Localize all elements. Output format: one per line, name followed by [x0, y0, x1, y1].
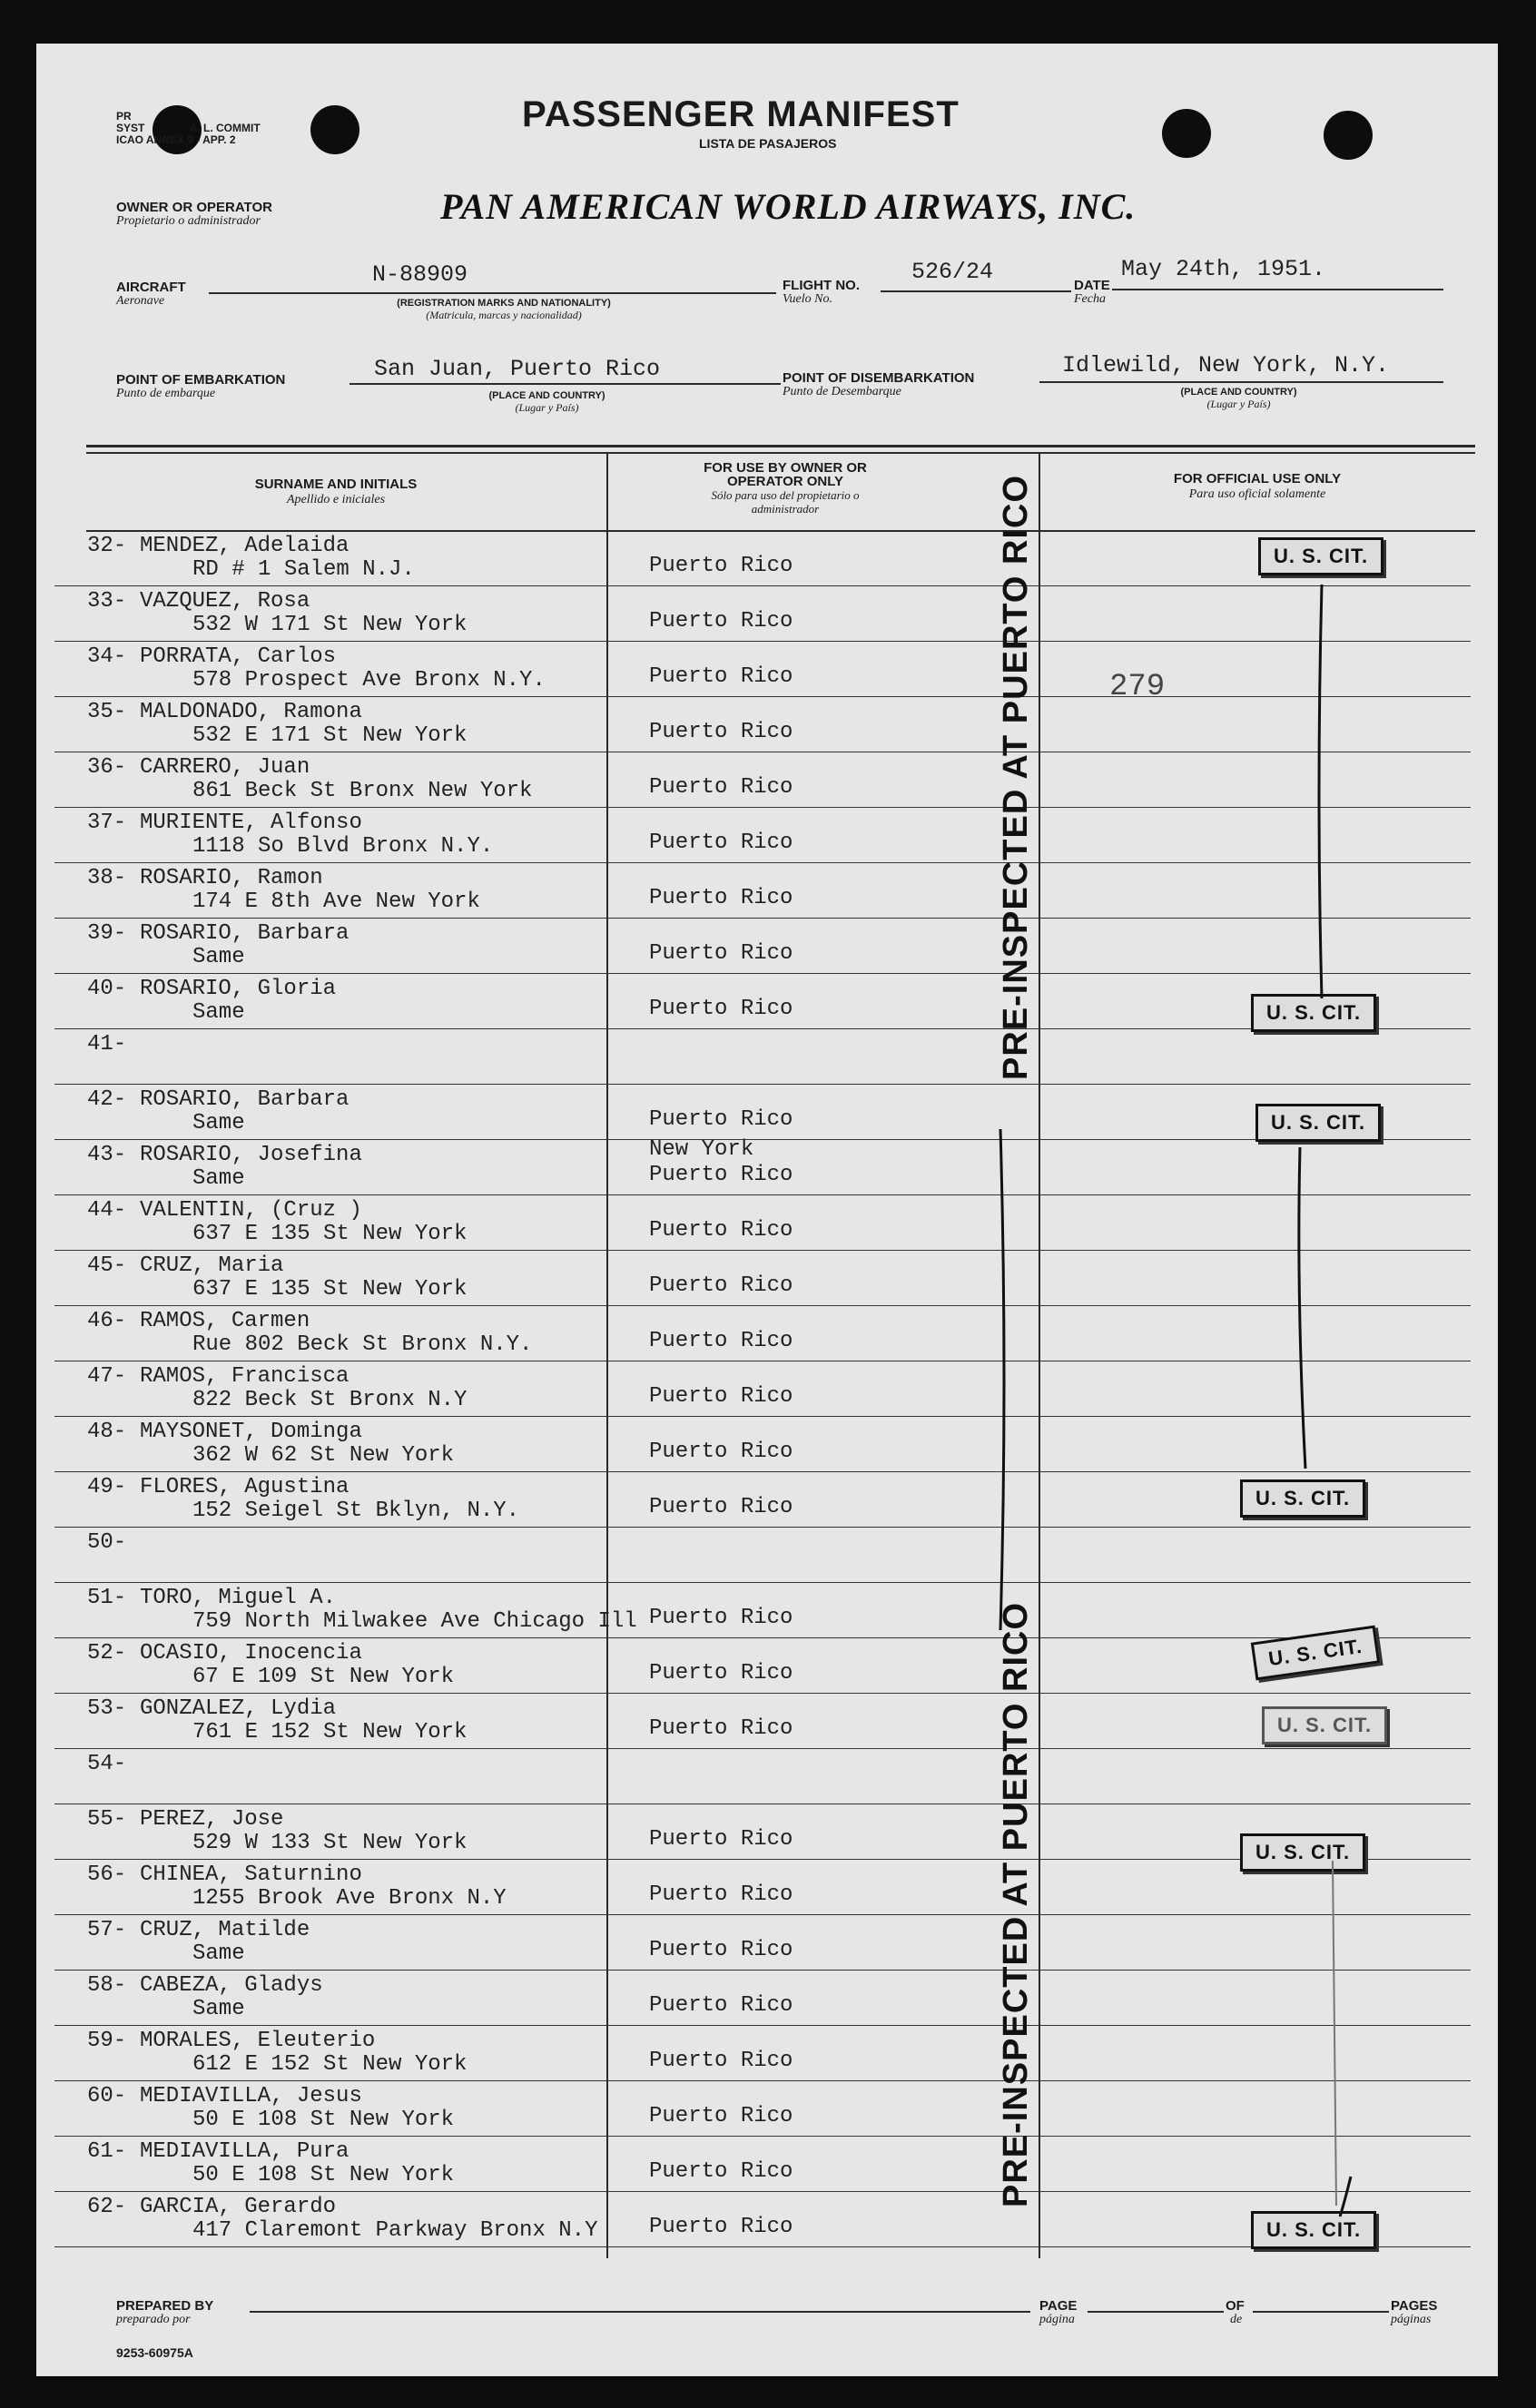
us-cit-stamp: U. S. CIT. [1255, 1104, 1381, 1142]
date-label: DATE [1074, 278, 1110, 293]
operator-name: PAN AMERICAN WORLD AIRWAYS, INC. [440, 186, 1137, 227]
passenger-address: Same [192, 1166, 245, 1191]
passenger-name: RAMOS, Francisca [140, 1364, 350, 1389]
column-header-owner [699, 461, 871, 516]
destination-note: Puerto Rico [649, 664, 793, 689]
prepared-by-rule [250, 2311, 1030, 2313]
passenger-name: ROSARIO, Barbara [140, 1087, 350, 1112]
row-number: 48- [87, 1420, 127, 1444]
count-279: 279 [1109, 670, 1166, 704]
destination-note: Puerto Rico [649, 886, 793, 910]
flight-rule [881, 290, 1071, 292]
bracket-lines [1253, 572, 1362, 2233]
bracket-line-left [990, 1125, 1017, 1634]
passenger-address: 1255 Brook Ave Bronx N.Y [192, 1886, 507, 1911]
punch-hole [1162, 109, 1211, 158]
row-number: 35- [87, 700, 127, 724]
date-label-es: Fecha [1074, 292, 1106, 306]
row-number: 42- [87, 1087, 127, 1112]
destination-note: Puerto Rico [649, 831, 793, 855]
corner-line: SYST [116, 122, 145, 134]
us-cit-stamp: U. S. CIT. [1251, 1626, 1381, 1681]
passenger-name: MEDIAVILLA, Pura [140, 2139, 350, 2164]
row-number: 54- [87, 1752, 127, 1776]
passenger-address: RD # 1 Salem N.J. [192, 557, 415, 582]
column-header-text: FOR USE BY OWNER OR OPERATOR ONLY [704, 460, 867, 489]
disembark-label-es: Punto de Desembarque [783, 385, 901, 398]
aircraft-rule [209, 292, 776, 294]
passenger-address: Rue 802 Beck St Bronx N.Y. [192, 1332, 533, 1357]
bracket-line [1340, 2177, 1351, 2216]
passenger-name: PORRATA, Carlos [140, 644, 337, 669]
row-number: 41- [87, 1032, 127, 1057]
destination-note-alt: New York [649, 1137, 754, 1162]
flight-value: 526/24 [911, 259, 994, 285]
destination-note: Puerto Rico [649, 2049, 793, 2073]
passenger-name: ROSARIO, Barbara [140, 921, 350, 946]
of-label-es: de [1230, 2313, 1243, 2326]
passenger-name: MAYSONET, Dominga [140, 1420, 362, 1444]
passenger-address: 529 W 133 St New York [192, 1831, 468, 1855]
passenger-address: 759 North Milwakee Ave Chicago Ill [192, 1609, 637, 1634]
passenger-address: 174 E 8th Ave New York [192, 889, 480, 914]
caption-text: (PLACE AND COUNTRY) [1180, 387, 1297, 398]
prepared-by-label-es: preparado por [116, 2313, 191, 2326]
destination-note: Puerto Rico [649, 2215, 793, 2239]
destination-note: Puerto Rico [649, 775, 793, 800]
caption-text-es: (Lugar y País) [1206, 398, 1271, 410]
pages-label-es: páginas [1391, 2313, 1432, 2326]
prepared-by-label: PREPARED BY [116, 2298, 214, 2314]
row-number: 34- [87, 644, 127, 669]
page-label-es: página [1039, 2313, 1075, 2326]
page-title: PASSENGER MANIFEST [522, 94, 960, 134]
destination-note: Puerto Rico [649, 1440, 793, 1464]
destination-note: Puerto Rico [649, 1218, 793, 1243]
destination-note: Puerto Rico [649, 1107, 793, 1132]
passenger-name: FLORES, Agustina [140, 1475, 350, 1499]
row-number: 62- [87, 2195, 127, 2219]
us-cit-stamp: U. S. CIT. [1258, 537, 1383, 575]
destination-note: Puerto Rico [649, 2159, 793, 2184]
passenger-name: MEDIAVILLA, Jesus [140, 2084, 362, 2108]
destination-note: Puerto Rico [649, 1495, 793, 1519]
page-rule [1088, 2311, 1224, 2313]
column-header-text: FOR OFFICIAL USE ONLY [1173, 471, 1342, 487]
corner-line: PR [116, 110, 132, 123]
passenger-address: 417 Claremont Parkway Bronx N.Y [192, 2218, 598, 2243]
bracket-line [1319, 585, 1322, 998]
disembark-caption [1155, 387, 1323, 411]
aircraft-value: N-88909 [372, 261, 468, 288]
form-number: 9253-60975A [116, 2345, 193, 2360]
passenger-address: Same [192, 1111, 245, 1135]
passenger-name: VALENTIN, (Cruz ) [140, 1198, 362, 1223]
row-number: 47- [87, 1364, 127, 1389]
table-top-rule-2 [86, 452, 1475, 454]
passenger-name: CARRERO, Juan [140, 755, 310, 780]
row-number: 50- [87, 1530, 127, 1555]
passenger-name: MALDONADO, Ramona [140, 700, 362, 724]
column-header-official [1126, 472, 1389, 502]
disembark-value: Idlewild, New York, N.Y. [1062, 352, 1390, 378]
us-cit-stamp: U. S. CIT. [1262, 1706, 1387, 1745]
caption-text-es: (Lugar y País) [515, 401, 579, 414]
destination-note: Puerto Rico [649, 941, 793, 966]
destination-note: Puerto Rico [649, 1661, 793, 1686]
row-number: 32- [87, 534, 127, 558]
destination-note: Puerto Rico [649, 1827, 793, 1852]
passenger-address: Same [192, 1000, 245, 1025]
passenger-name: CRUZ, Matilde [140, 1918, 310, 1942]
row-number: 37- [87, 811, 127, 835]
caption-text: (REGISTRATION MARKS AND NATIONALITY) [397, 298, 611, 309]
passenger-name: VAZQUEZ, Rosa [140, 589, 310, 614]
punch-hole [1324, 111, 1373, 160]
passenger-name: CABEZA, Gladys [140, 1973, 323, 1998]
page-label: PAGE [1039, 2298, 1078, 2314]
row-number: 58- [87, 1973, 127, 1998]
passenger-name: PEREZ, Jose [140, 1807, 284, 1832]
column-header-text-es: Para uso oficial solamente [1188, 487, 1326, 501]
embark-value: San Juan, Puerto Rico [374, 356, 661, 382]
passenger-name: ROSARIO, Josefina [140, 1143, 362, 1167]
destination-note: Puerto Rico [649, 1329, 793, 1353]
us-cit-stamp: U. S. CIT. [1240, 1833, 1365, 1872]
row-number: 44- [87, 1198, 127, 1223]
row-number: 40- [87, 977, 127, 1001]
passenger-name: MURIENTE, Alfonso [140, 811, 362, 835]
owner-label: OWNER OR OPERATOR [116, 200, 272, 215]
passenger-address: 822 Beck St Bronx N.Y [192, 1388, 468, 1412]
row-number: 38- [87, 866, 127, 890]
passenger-address: 578 Prospect Ave Bronx N.Y. [192, 668, 546, 693]
row-number: 61- [87, 2139, 127, 2164]
passenger-address: 67 E 109 St New York [192, 1665, 455, 1689]
aircraft-label: AIRCRAFT [116, 280, 186, 295]
of-label: OF [1226, 2298, 1245, 2314]
row-number: 39- [87, 921, 127, 946]
bracket-line [1000, 1129, 1004, 1630]
preinspected-stamp: PRE-INSPECTED AT PUERTO RICO [997, 474, 1035, 1080]
flight-label: FLIGHT NO. [783, 278, 860, 293]
passenger-name: GARCIA, Gerardo [140, 2195, 337, 2219]
us-cit-stamp: U. S. CIT. [1240, 1479, 1365, 1518]
row-number: 60- [87, 2084, 127, 2108]
us-cit-stamp: U. S. CIT. [1251, 2211, 1376, 2249]
bracket-line [1299, 1147, 1305, 1469]
destination-note: Puerto Rico [649, 554, 793, 578]
destination-note: Puerto Rico [649, 997, 793, 1021]
destination-note: Puerto Rico [649, 720, 793, 744]
passenger-name: TORO, Miguel A. [140, 1586, 337, 1610]
passenger-address: 50 E 108 St New York [192, 2163, 455, 2187]
passenger-name: RAMOS, Carmen [140, 1309, 310, 1333]
row-number: 56- [87, 1863, 127, 1887]
embark-rule [350, 383, 781, 385]
passenger-name: OCASIO, Inocencia [140, 1641, 362, 1666]
destination-note: Puerto Rico [649, 1273, 793, 1298]
passenger-address: 532 W 171 St New York [192, 613, 468, 637]
passenger-address: 50 E 108 St New York [192, 2108, 455, 2132]
row-number: 55- [87, 1807, 127, 1832]
row-number: 52- [87, 1641, 127, 1666]
destination-note: Puerto Rico [649, 1716, 793, 1741]
bracket-line [1333, 1861, 1336, 2206]
row-number: 53- [87, 1696, 127, 1721]
punch-hole [310, 105, 359, 154]
row-number: 45- [87, 1253, 127, 1278]
of-rule [1253, 2311, 1389, 2313]
row-number: 49- [87, 1475, 127, 1499]
row-number: 51- [87, 1586, 127, 1610]
destination-note: Puerto Rico [649, 1163, 793, 1187]
passenger-name: ROSARIO, Ramon [140, 866, 323, 890]
destination-note: Puerto Rico [649, 609, 793, 634]
passenger-address: 362 W 62 St New York [192, 1443, 455, 1468]
passenger-name: GONZALEZ, Lydia [140, 1696, 337, 1721]
page-subtitle: LISTA DE PASAJEROS [699, 136, 837, 151]
column-header-text-es: Apellido e iniciales [286, 493, 386, 506]
passenger-address: Same [192, 1941, 245, 1966]
icao-corner-text [116, 111, 261, 146]
aircraft-caption [354, 298, 654, 322]
passenger-address: 761 E 152 St New York [192, 1720, 468, 1745]
owner-label-es: Propietario o administrador [116, 214, 261, 228]
row-number: 36- [87, 755, 127, 780]
row-number: 33- [87, 589, 127, 614]
passenger-address: Same [192, 945, 245, 969]
passenger-address: 1118 So Blvd Bronx N.Y. [192, 834, 494, 859]
row-number: 43- [87, 1143, 127, 1167]
destination-note: Puerto Rico [649, 1993, 793, 2018]
corner-line: A. L. COMMIT [189, 122, 261, 134]
row-number: 57- [87, 1918, 127, 1942]
row-number: 59- [87, 2029, 127, 2053]
pages-label: PAGES [1391, 2298, 1438, 2314]
passenger-address: 532 E 171 St New York [192, 723, 468, 748]
date-rule [1112, 289, 1443, 290]
destination-note: Puerto Rico [649, 2104, 793, 2128]
passenger-address: 637 E 135 St New York [192, 1222, 468, 1246]
passenger-name: CRUZ, Maria [140, 1253, 284, 1278]
column-header-text: SURNAME AND INITIALS [254, 477, 418, 492]
caption-text-es: (Matricula, marcas y nacionalidad) [426, 309, 582, 321]
passenger-name: ROSARIO, Gloria [140, 977, 337, 1001]
caption-text: (PLACE AND COUNTRY) [488, 390, 606, 401]
destination-note: Puerto Rico [649, 1384, 793, 1409]
embark-caption [463, 390, 631, 415]
passenger-address: Same [192, 1997, 245, 2021]
date-value: May 24th, 1951. [1121, 256, 1326, 282]
passenger-name: MORALES, Eleuterio [140, 2029, 376, 2053]
passenger-name: CHINEA, Saturnino [140, 1863, 362, 1887]
column-header-text-es: Sólo para uso del propietario o administrador [711, 488, 860, 516]
embark-label-es: Punto de embarque [116, 387, 216, 400]
aircraft-label-es: Aeronave [116, 294, 165, 308]
flight-label-es: Vuelo No. [783, 292, 832, 306]
us-cit-stamp: U. S. CIT. [1251, 994, 1376, 1032]
corner-line: ICAO ANNEX 9 - APP. 2 [116, 133, 236, 146]
destination-note: Puerto Rico [649, 1882, 793, 1907]
disembark-label: POINT OF DISEMBARKATION [783, 370, 975, 386]
embark-label: POINT OF EMBARKATION [116, 372, 286, 388]
passenger-address: 861 Beck St Bronx New York [192, 779, 533, 803]
destination-note: Puerto Rico [649, 1606, 793, 1630]
disembark-rule [1039, 381, 1443, 383]
passenger-address: 612 E 152 St New York [192, 2052, 468, 2077]
passenger-address: 637 E 135 St New York [192, 1277, 468, 1302]
destination-note: Puerto Rico [649, 1938, 793, 1962]
column-header-surname [191, 477, 481, 507]
preinspected-stamp: PRE-INSPECTED AT PUERTO RICO [997, 1601, 1035, 2207]
passenger-name: MENDEZ, Adelaida [140, 534, 350, 558]
passenger-address: 152 Seigel St Bklyn, N.Y. [192, 1499, 520, 1523]
table-top-rule [86, 445, 1475, 447]
row-number: 46- [87, 1309, 127, 1333]
